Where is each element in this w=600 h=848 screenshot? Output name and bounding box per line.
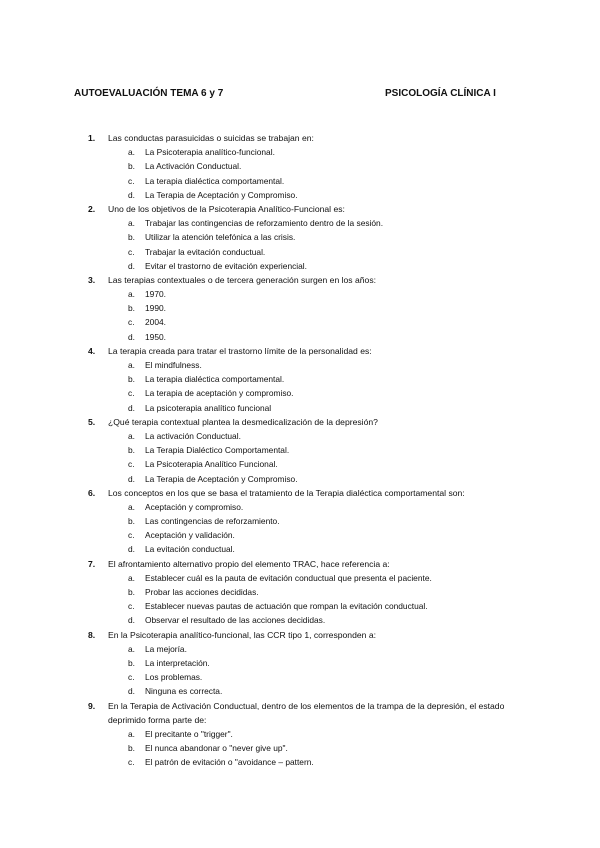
- question-line: [0, 486, 600, 500]
- question-text: En la Terapia de Activación Conductual, dentro de los elementos de la trampa de la depresión, el estado deprimido forma parte de:: [108, 700, 505, 725]
- option-letter: d.: [128, 260, 135, 271]
- answer-option: [0, 741, 600, 755]
- answer-option: [0, 755, 600, 769]
- option-text: 1970.: [145, 289, 166, 300]
- question-number: 5.: [88, 416, 96, 427]
- option-letter: a.: [128, 147, 135, 158]
- option-text: La terapia de aceptación y compromiso.: [145, 388, 294, 399]
- question-line: [0, 344, 600, 358]
- question-number: 7.: [88, 558, 96, 569]
- answer-option: [0, 727, 600, 741]
- question-text: En la Psicoterapia analítico-funcional, las CCR tipo 1, corresponden a:: [108, 629, 376, 640]
- option-letter: a.: [128, 430, 135, 441]
- option-letter: d.: [128, 331, 135, 342]
- answer-option: [0, 684, 600, 698]
- option-text: Las contingencias de reforzamiento.: [145, 516, 280, 527]
- answer-option: [0, 599, 600, 613]
- option-text: 1950.: [145, 331, 166, 342]
- option-letter: b.: [128, 161, 135, 172]
- option-text: Aceptación y compromiso.: [145, 501, 244, 512]
- option-text: Evitar el trastorno de evitación experiencial.: [145, 260, 307, 271]
- option-letter: b.: [128, 657, 135, 668]
- answer-option: [0, 145, 600, 159]
- option-text: Establecer nuevas pautas de actuación que rompan la evitación conductual.: [145, 601, 428, 612]
- option-text: 1990.: [145, 303, 166, 314]
- answer-option: [0, 401, 600, 415]
- option-text: La terapia dialéctica comportamental.: [145, 175, 285, 186]
- question-number: 9.: [88, 700, 96, 711]
- question-9: [0, 699, 600, 770]
- answer-option: [0, 245, 600, 259]
- page-header: [74, 88, 520, 102]
- question-text: Las terapias contextuales o de tercera generación surgen en los años:: [108, 274, 377, 285]
- question-number: 8.: [88, 629, 96, 640]
- answer-option: [0, 429, 600, 443]
- option-text: Aceptación y validación.: [145, 530, 235, 541]
- answer-option: [0, 386, 600, 400]
- option-letter: a.: [128, 289, 135, 300]
- answer-option: [0, 358, 600, 372]
- question-6: [0, 486, 600, 557]
- option-text: Establecer cuál es la pauta de evitación conductual que presenta el paciente.: [145, 572, 432, 583]
- question-text: El afrontamiento alternativo propio del elemento TRAC, hace referencia a:: [108, 558, 390, 569]
- answer-option: [0, 613, 600, 627]
- option-letter: c.: [128, 757, 135, 768]
- question-line: [0, 202, 600, 216]
- answer-option: [0, 571, 600, 585]
- option-letter: c.: [128, 530, 135, 541]
- question-list: [0, 131, 600, 769]
- option-text: La Terapia Dialéctico Comportamental.: [145, 445, 290, 456]
- option-letter: a.: [128, 218, 135, 229]
- answer-option: [0, 315, 600, 329]
- option-letter: b.: [128, 516, 135, 527]
- option-letter: c.: [128, 246, 135, 257]
- option-letter: a.: [128, 501, 135, 512]
- question-text: ¿Qué terapia contextual plantea la desmedicalización de la depresión?: [108, 416, 378, 427]
- question-number: 3.: [88, 274, 96, 285]
- option-letter: a.: [128, 643, 135, 654]
- question-text: Las conductas parasuicidas o suicidas se trabajan en:: [108, 133, 314, 143]
- answer-option: [0, 259, 600, 273]
- answer-option: [0, 472, 600, 486]
- option-letter: d.: [128, 544, 135, 555]
- option-text: La mejoría.: [145, 643, 187, 654]
- option-letter: a.: [128, 572, 135, 583]
- option-letter: b.: [128, 743, 135, 754]
- option-text: Ninguna es correcta.: [145, 686, 223, 697]
- question-number: 2.: [88, 203, 96, 214]
- answer-option: [0, 372, 600, 386]
- option-text: La Psicoterapia analítico-funcional.: [145, 147, 275, 158]
- option-letter: b.: [128, 232, 135, 243]
- option-text: La interpretación.: [145, 657, 210, 668]
- question-number: 1.: [88, 133, 96, 143]
- option-letter: c.: [128, 317, 135, 328]
- option-text: La Terapia de Aceptación y Compromiso.: [145, 189, 298, 200]
- option-letter: d.: [128, 615, 135, 626]
- option-text: El mindfulness.: [145, 360, 202, 370]
- option-letter: c.: [128, 175, 135, 186]
- option-text: La Terapia de Aceptación y Compromiso.: [145, 473, 298, 484]
- answer-option: [0, 528, 600, 542]
- option-letter: a.: [128, 360, 135, 370]
- option-text: La evitación conductual.: [145, 544, 235, 555]
- question-line: [0, 557, 600, 571]
- question-line: [0, 415, 600, 429]
- answer-option: [0, 301, 600, 315]
- option-text: Trabajar las contingencias de reforzamiento dentro de la sesión.: [145, 218, 384, 229]
- option-text: El precitante o "trigger".: [145, 728, 233, 739]
- question-7: [0, 557, 600, 628]
- answer-option: [0, 188, 600, 202]
- option-letter: b.: [128, 303, 135, 314]
- answer-option: [0, 670, 600, 684]
- answer-option: [0, 174, 600, 188]
- answer-option: [0, 230, 600, 244]
- question-text: Uno de los objetivos de la Psicoterapia Analítico-Funcional es:: [108, 203, 345, 214]
- header-subject: PSICOLOGÍA CLÍNICA I: [385, 88, 496, 99]
- option-text: La psicoterapia analítico funcional: [145, 402, 272, 413]
- question-line: [0, 699, 600, 727]
- question-line: [0, 273, 600, 287]
- option-text: 2004.: [145, 317, 166, 328]
- option-text: La terapia dialéctica comportamental.: [145, 374, 285, 385]
- option-text: Trabajar la evitación conductual.: [145, 246, 266, 257]
- question-2: [0, 202, 600, 273]
- question-8: [0, 628, 600, 699]
- option-text: Los problemas.: [145, 672, 203, 683]
- option-letter: c.: [128, 672, 135, 683]
- question-4: [0, 344, 600, 415]
- option-text: La activación Conductual.: [145, 430, 241, 441]
- answer-option: [0, 656, 600, 670]
- option-letter: c.: [128, 388, 135, 399]
- question-text: La terapia creada para tratar el trastorno límite de la personalidad es:: [108, 345, 372, 356]
- answer-option: [0, 216, 600, 230]
- answer-option: [0, 443, 600, 457]
- question-1: [0, 131, 600, 202]
- option-letter: b.: [128, 374, 135, 385]
- answer-option: [0, 514, 600, 528]
- option-text: El patrón de evitación o "avoidance – pattern.: [145, 757, 314, 768]
- question-text: Los conceptos en los que se basa el tratamiento de la Terapia dialéctica comportamental son:: [108, 487, 465, 498]
- option-letter: d.: [128, 473, 135, 484]
- answer-option: [0, 585, 600, 599]
- option-letter: b.: [128, 445, 135, 456]
- answer-option: [0, 642, 600, 656]
- question-number: 6.: [88, 487, 96, 498]
- option-text: Probar las acciones decididas.: [145, 587, 259, 597]
- option-letter: d.: [128, 686, 135, 697]
- option-text: La Activación Conductual.: [145, 161, 242, 172]
- answer-option: [0, 330, 600, 344]
- option-text: Utilizar la atención telefónica a las crisis.: [145, 232, 296, 243]
- option-letter: a.: [128, 728, 135, 739]
- answer-option: [0, 457, 600, 471]
- option-letter: d.: [128, 189, 135, 200]
- option-letter: d.: [128, 402, 135, 413]
- option-letter: b.: [128, 587, 135, 597]
- option-letter: c.: [128, 459, 135, 470]
- answer-option: [0, 287, 600, 301]
- answer-option: [0, 500, 600, 514]
- question-number: 4.: [88, 345, 96, 356]
- option-text: El nunca abandonar o "never give up".: [145, 743, 288, 754]
- answer-option: [0, 542, 600, 556]
- question-3: [0, 273, 600, 344]
- question-line: [0, 628, 600, 642]
- question-5: [0, 415, 600, 486]
- question-line: [0, 131, 600, 145]
- option-letter: c.: [128, 601, 135, 612]
- option-text: Observar el resultado de las acciones decididas.: [145, 615, 326, 626]
- answer-option: [0, 159, 600, 173]
- option-text: La Psicoterapia Analítico Funcional.: [145, 459, 278, 470]
- header-title: AUTOEVALUACIÓN TEMA 6 y 7: [74, 88, 224, 99]
